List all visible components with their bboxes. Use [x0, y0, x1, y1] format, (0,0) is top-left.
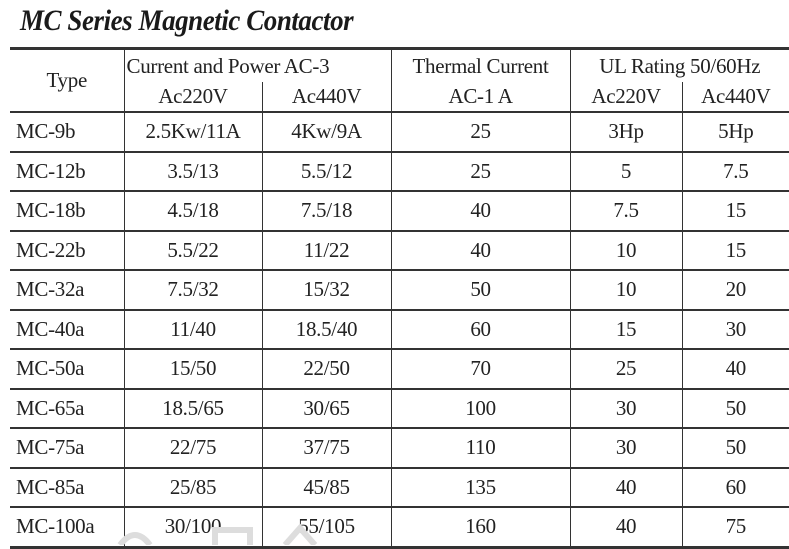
- cell-ac3-220v: 15/50: [124, 349, 262, 389]
- cell-ac3-440v: 22/50: [262, 349, 391, 389]
- cell-ul-440v: 40: [682, 349, 789, 389]
- cell-ul-440v: 20: [682, 270, 789, 310]
- contactor-spec-table: [10, 47, 789, 549]
- table-row: [10, 389, 789, 429]
- table-row: [10, 468, 789, 508]
- cell-ac3-440v: 15/32: [262, 270, 391, 310]
- cell-ac3-440v: 55/105: [262, 507, 391, 547]
- table-row: [10, 112, 789, 152]
- cell-ul-440v: 50: [682, 389, 789, 429]
- cell-type: MC-12b: [10, 152, 124, 192]
- cell-type: MC-40a: [10, 310, 124, 350]
- header-thermal-current: Thermal Current: [391, 49, 570, 83]
- cell-ac3-440v: 5.5/12: [262, 152, 391, 192]
- cell-ac3-440v: 30/65: [262, 389, 391, 429]
- cell-ac3-220v: 18.5/65: [124, 389, 262, 429]
- header-ul-ac440v: Ac440V: [682, 82, 789, 112]
- cell-type: MC-18b: [10, 191, 124, 231]
- cell-type: MC-100a: [10, 507, 124, 547]
- table-row: [10, 507, 789, 547]
- cell-type: MC-9b: [10, 112, 124, 152]
- cell-ul-220v: 10: [570, 270, 682, 310]
- cell-thermal-current: 135: [391, 468, 570, 508]
- cell-ul-220v: 30: [570, 428, 682, 468]
- cell-thermal-current: 40: [391, 231, 570, 271]
- cell-thermal-current: 25: [391, 152, 570, 192]
- cell-ul-440v: 50: [682, 428, 789, 468]
- header-ul-rating: UL Rating 50/60Hz: [570, 49, 789, 83]
- cell-ac3-220v: 2.5Kw/11A: [124, 112, 262, 152]
- cell-ul-220v: 40: [570, 468, 682, 508]
- cell-thermal-current: 40: [391, 191, 570, 231]
- table-row: [10, 428, 789, 468]
- cell-ul-220v: 7.5: [570, 191, 682, 231]
- cell-type: MC-75a: [10, 428, 124, 468]
- header-ac1: AC-1 A: [391, 82, 570, 112]
- cell-thermal-current: 110: [391, 428, 570, 468]
- table-row: [10, 270, 789, 310]
- table-row: [10, 152, 789, 192]
- table-row: [10, 191, 789, 231]
- cell-ac3-440v: 11/22: [262, 231, 391, 271]
- table-body: [10, 112, 789, 547]
- cell-ac3-440v: 45/85: [262, 468, 391, 508]
- cell-ul-440v: 75: [682, 507, 789, 547]
- cell-ac3-220v: 3.5/13: [124, 152, 262, 192]
- cell-ac3-220v: 5.5/22: [124, 231, 262, 271]
- table-row: [10, 310, 789, 350]
- cell-ul-440v: 7.5: [682, 152, 789, 192]
- cell-thermal-current: 50: [391, 270, 570, 310]
- cell-ac3-220v: 4.5/18: [124, 191, 262, 231]
- cell-ul-220v: 40: [570, 507, 682, 547]
- cell-ac3-440v: 4Kw/9A: [262, 112, 391, 152]
- cell-ac3-220v: 22/75: [124, 428, 262, 468]
- cell-ul-220v: 5: [570, 152, 682, 192]
- cell-ul-220v: 3Hp: [570, 112, 682, 152]
- cell-ul-220v: 15: [570, 310, 682, 350]
- table-row: [10, 349, 789, 389]
- cell-thermal-current: 25: [391, 112, 570, 152]
- cell-type: MC-32a: [10, 270, 124, 310]
- cell-ul-220v: 10: [570, 231, 682, 271]
- page-title: MC Series Magnetic Contactor: [20, 4, 354, 37]
- cell-type: MC-85a: [10, 468, 124, 508]
- cell-ac3-220v: 11/40: [124, 310, 262, 350]
- cell-thermal-current: 60: [391, 310, 570, 350]
- cell-ul-440v: 15: [682, 191, 789, 231]
- cell-type: MC-65a: [10, 389, 124, 429]
- cell-ul-440v: 60: [682, 468, 789, 508]
- cell-type: MC-22b: [10, 231, 124, 271]
- cell-ac3-440v: 7.5/18: [262, 191, 391, 231]
- cell-ul-440v: 5Hp: [682, 112, 789, 152]
- header-ul-ac220v: Ac220V: [570, 82, 682, 112]
- cell-ul-220v: 30: [570, 389, 682, 429]
- header-ac440v: Ac440V: [262, 82, 391, 112]
- cell-ac3-440v: 37/75: [262, 428, 391, 468]
- header-current-power: Current and Power AC-3: [124, 49, 391, 83]
- cell-ul-220v: 25: [570, 349, 682, 389]
- cell-ac3-220v: 30/100: [124, 507, 262, 547]
- cell-thermal-current: 160: [391, 507, 570, 547]
- cell-ac3-220v: 25/85: [124, 468, 262, 508]
- cell-ul-440v: 15: [682, 231, 789, 271]
- table-row: [10, 231, 789, 271]
- header-ac220v: Ac220V: [124, 82, 262, 112]
- cell-type: MC-50a: [10, 349, 124, 389]
- cell-thermal-current: 70: [391, 349, 570, 389]
- header-type: Type: [10, 49, 124, 113]
- cell-thermal-current: 100: [391, 389, 570, 429]
- cell-ac3-440v: 18.5/40: [262, 310, 391, 350]
- cell-ul-440v: 30: [682, 310, 789, 350]
- cell-ac3-220v: 7.5/32: [124, 270, 262, 310]
